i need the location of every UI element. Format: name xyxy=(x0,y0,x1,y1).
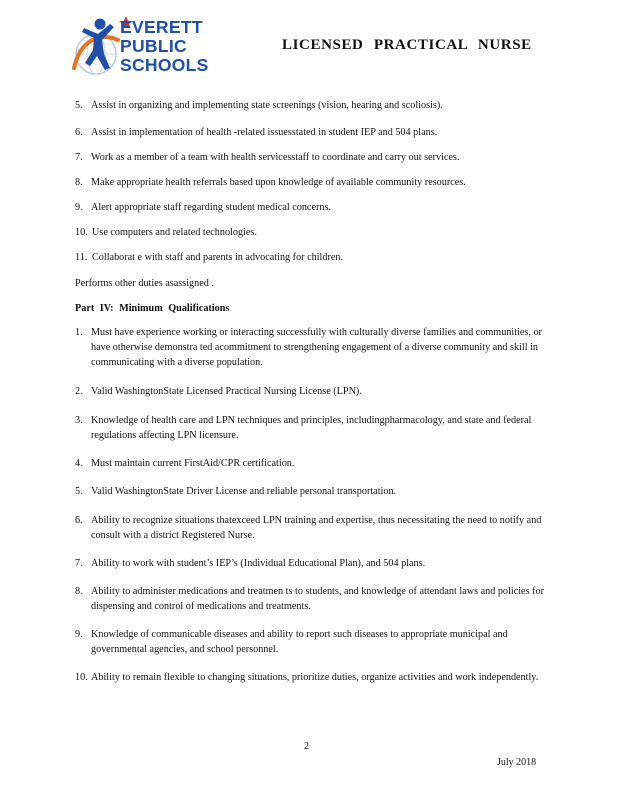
duty-number: 8. xyxy=(75,177,83,188)
qualification-number: 10. xyxy=(75,672,88,683)
logo-line-1: EVERETT xyxy=(120,17,203,37)
duty-number: 5. xyxy=(75,100,83,111)
qualification-number: 8. xyxy=(75,586,83,597)
footer-date: July 2018 xyxy=(497,757,537,768)
qualification-number: 1. xyxy=(75,327,83,338)
logo-line-2: PUBLIC xyxy=(120,36,187,56)
qualification-text: Valid WashingtonState Licensed Practical Nursing License (LPN). xyxy=(91,386,362,397)
duty-number: 7. xyxy=(75,152,83,163)
qualification-number: 2. xyxy=(75,386,83,397)
qualification-text: Knowledge of communicable diseases and ability to report such diseases to appropriate municipal and governmental agencies, and school personnel. xyxy=(91,629,508,655)
qualification-text: Valid WashingtonState Driver License and reliable personal transportation. xyxy=(91,486,397,497)
document-title: LICENSED PRACTICAL NURSE xyxy=(282,37,532,53)
qualification-text: Must have experience working or interacting successfully with culturally diverse families and communities, or have otherwise demonstra ted acommitment to strengthening engagement of a diverse community and skill in communicating with a diverse population. xyxy=(91,327,542,368)
qualification-number: 9. xyxy=(75,629,83,640)
other-duties-text: Performs other duties asassigned . xyxy=(75,278,214,289)
district-logo xyxy=(70,10,240,82)
duty-text: Assist in implementation of health -related issuesstated in student IEP and 504 plans. xyxy=(91,127,438,138)
duty-text: Assist in organizing and implementing state screenings (vision, hearing and scoliosis). xyxy=(91,100,443,111)
qualification-text: Knowledge of health care and LPN techniques and principles, includingpharmacology, and state and federal regulations affecting LPN licensure. xyxy=(91,415,532,441)
duty-number: 10. xyxy=(75,227,88,238)
qualification-text: Ability to remain flexible to changing situations, prioritize duties, organize activities and work independently. xyxy=(91,672,539,683)
logo-line-3: SCHOOLS xyxy=(120,55,209,75)
qualification-number: 7. xyxy=(75,558,83,569)
duty-text: Alert appropriate staff regarding student medical concerns. xyxy=(91,202,331,213)
duty-text: Make appropriate health referrals based upon knowledge of available community resources. xyxy=(91,177,466,188)
section-heading: Part IV: Minimum Qualifications xyxy=(75,303,230,314)
duty-number: 9. xyxy=(75,202,83,213)
district-logo-wordmark xyxy=(120,18,209,75)
duty-text: Work as a member of a team with health servicesstaff to coordinate and carry out services. xyxy=(91,152,460,163)
duty-number: 6. xyxy=(75,127,83,138)
qualification-text: Ability to work with student’s IEP’s (Individual Educational Plan), and 504 plans. xyxy=(91,558,426,569)
qualification-number: 5. xyxy=(75,486,83,497)
qualification-number: 6. xyxy=(75,515,83,526)
qualification-text: Ability to administer medications and treatmen ts to students, and knowledge of attendant laws and policies for dispensing and control of medications and treatments. xyxy=(91,586,544,612)
duty-text: Collaborat e with staff and parents in advocating for children. xyxy=(92,252,344,263)
qualification-text: Ability to recognize situations thatexceed LPN training and expertise, thus necessitating the need to notify and consult with a district Registered Nurse. xyxy=(91,515,542,541)
duty-text: Use computers and related technologies. xyxy=(92,227,257,238)
qualification-number: 4. xyxy=(75,458,83,469)
duty-number: 11. xyxy=(75,252,88,263)
qualification-text: Must maintain current FirstAid/CPR certification. xyxy=(91,458,295,469)
page-number: 2 xyxy=(304,741,309,752)
qualification-number: 3. xyxy=(75,415,83,426)
